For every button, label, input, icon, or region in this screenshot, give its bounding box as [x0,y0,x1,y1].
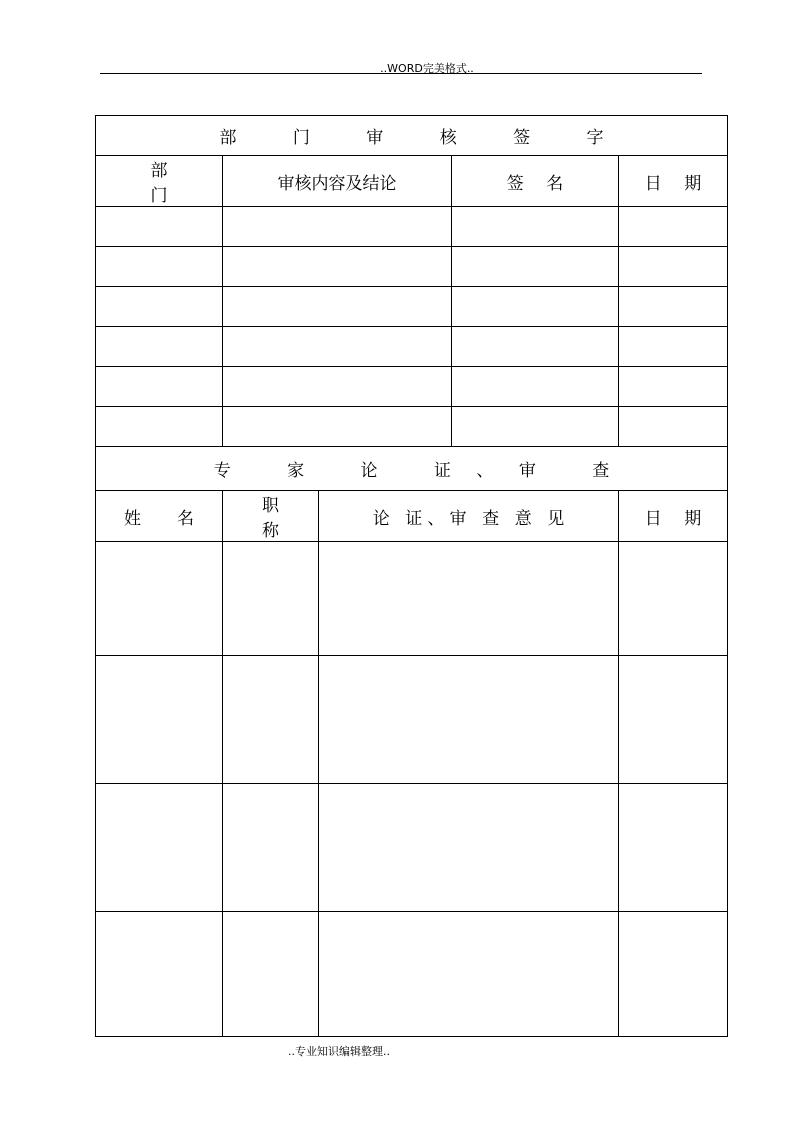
section2-row [96,542,728,656]
expert-opinion-cell[interactable] [319,784,619,912]
expert-name-cell[interactable] [96,542,223,656]
col-header-department: 部 门 [96,156,223,207]
date-cell[interactable] [619,407,728,447]
date-cell[interactable] [619,247,728,287]
col-header-title: 职 称 [223,491,319,542]
expert-opinion-cell[interactable] [319,542,619,656]
department-cell[interactable] [96,247,223,287]
review-content-cell[interactable] [223,207,452,247]
page-header-text: ..WORD完美格式.. [380,62,474,75]
col-header-signature: 签 名 [452,156,619,207]
expert-title-cell[interactable] [223,656,319,784]
expert-date-cell[interactable] [619,784,728,912]
section2-header-row [96,491,728,542]
expert-title-cell[interactable] [223,784,319,912]
section1-row [96,327,728,367]
signature-cell[interactable] [452,407,619,447]
section1-row [96,407,728,447]
expert-name-cell[interactable] [96,656,223,784]
section1-title-row [96,116,728,156]
section2-row [96,784,728,912]
page-footer-text: ..专业知识编辑整理.. [288,1045,390,1058]
department-cell[interactable] [96,367,223,407]
department-cell[interactable] [96,407,223,447]
header-divider [100,73,702,74]
expert-opinion-cell[interactable] [319,656,619,784]
expert-date-cell[interactable] [619,912,728,1037]
section2-row [96,912,728,1037]
review-content-cell[interactable] [223,287,452,327]
col-header-expert-date: 日 期 [619,491,728,542]
expert-name-cell[interactable] [96,912,223,1037]
review-content-cell[interactable] [223,327,452,367]
section1-row [96,287,728,327]
col-header-review-content: 审核内容及结论 [223,156,452,207]
signature-cell[interactable] [452,367,619,407]
expert-name-cell[interactable] [96,784,223,912]
section2-title: 专 家 论 证、审 查 [96,447,728,491]
date-cell[interactable] [619,287,728,327]
review-content-cell[interactable] [223,247,452,287]
signature-cell[interactable] [452,207,619,247]
department-cell[interactable] [96,287,223,327]
section1-title: 部 门 审 核 签 字 [96,116,728,156]
section1-row [96,247,728,287]
section1-row [96,207,728,247]
col-header-name: 姓 名 [96,491,223,542]
section2-title-row [96,447,728,491]
department-cell[interactable] [96,207,223,247]
expert-date-cell[interactable] [619,542,728,656]
date-cell[interactable] [619,327,728,367]
signature-cell[interactable] [452,287,619,327]
signature-cell[interactable] [452,327,619,367]
review-content-cell[interactable] [223,407,452,447]
section2-row [96,656,728,784]
signature-cell[interactable] [452,247,619,287]
date-cell[interactable] [619,367,728,407]
section1-row [96,367,728,407]
review-content-cell[interactable] [223,367,452,407]
department-cell[interactable] [96,327,223,367]
date-cell[interactable] [619,207,728,247]
expert-title-cell[interactable] [223,542,319,656]
col-header-opinion: 论 证、审 查 意 见 [319,491,619,542]
expert-date-cell[interactable] [619,656,728,784]
col-header-date: 日 期 [619,156,728,207]
expert-title-cell[interactable] [223,912,319,1037]
expert-opinion-cell[interactable] [319,912,619,1037]
review-form-table [95,115,728,1037]
section1-header-row [96,156,728,207]
